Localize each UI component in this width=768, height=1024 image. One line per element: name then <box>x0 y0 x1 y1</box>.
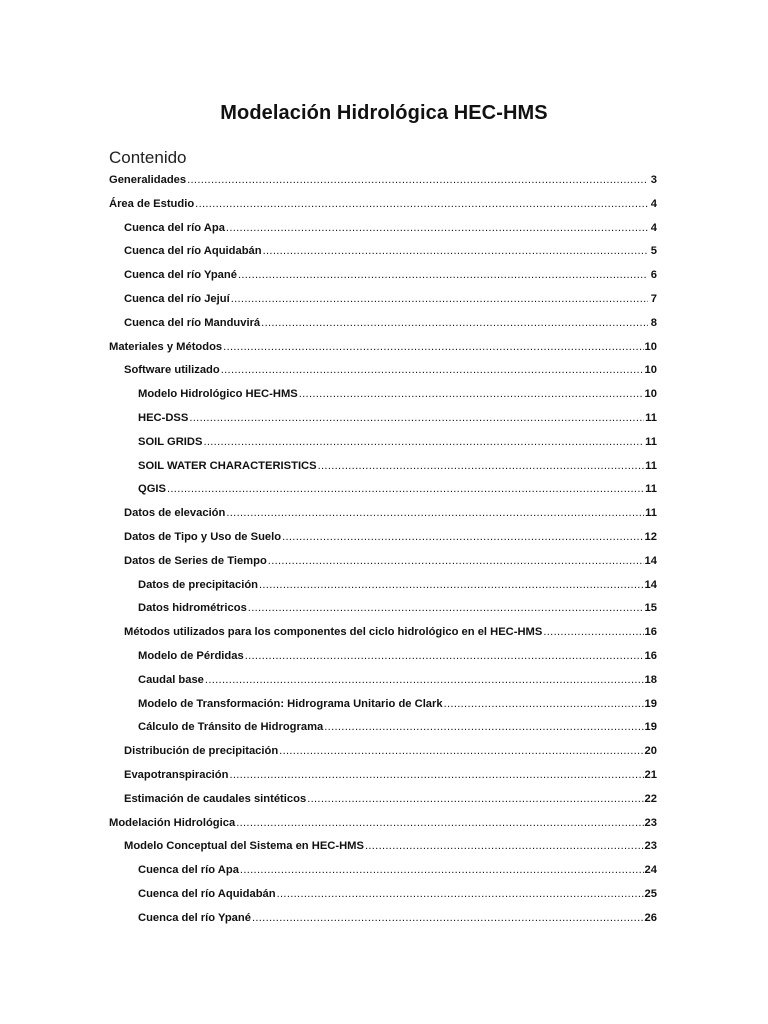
toc-entry-page-number: 10 <box>644 388 657 401</box>
toc-dot-leader <box>236 812 643 836</box>
toc-dot-leader <box>261 312 648 336</box>
toc-entry-label: Datos hidrométricos <box>138 602 247 615</box>
toc-entry[interactable] <box>109 740 657 764</box>
toc-entry-page-number: 11 <box>645 483 657 496</box>
table-of-contents <box>109 169 657 931</box>
toc-entry[interactable] <box>109 550 657 574</box>
toc-entry-label: Cuenca del río Jejuí <box>124 292 230 305</box>
toc-entry[interactable] <box>109 169 657 193</box>
toc-entry-page-number: 22 <box>644 792 657 805</box>
toc-entry[interactable] <box>109 217 657 241</box>
toc-dot-leader <box>248 597 644 621</box>
toc-entry-label: Evapotranspiración <box>124 768 229 781</box>
toc-entry[interactable] <box>109 264 657 288</box>
toc-entry-page-number: 21 <box>644 768 657 781</box>
toc-dot-leader <box>226 502 644 526</box>
toc-entry-label: SOIL WATER CHARACTERISTICS <box>138 459 317 472</box>
toc-entry-page-number: 18 <box>644 673 657 686</box>
toc-entry-label: Materiales y Métodos <box>109 340 223 353</box>
toc-entry[interactable] <box>109 359 657 383</box>
toc-entry[interactable] <box>109 336 657 360</box>
toc-entry-label: Datos de elevación <box>124 507 226 520</box>
toc-entry-label: Modelo Hidrológico HEC-HMS <box>138 388 298 401</box>
toc-entry-label: SOIL GRIDS <box>138 435 203 448</box>
toc-entry-page-number: 20 <box>644 745 657 758</box>
toc-entry-page-number: 4 <box>650 197 657 210</box>
toc-entry-label: Software utilizado <box>124 364 220 377</box>
toc-entry-page-number: 11 <box>645 459 657 472</box>
toc-entry-page-number: 26 <box>644 911 657 924</box>
toc-entry[interactable] <box>109 693 657 717</box>
toc-entry-page-number: 25 <box>644 887 657 900</box>
toc-dot-leader <box>279 740 643 764</box>
toc-entry[interactable] <box>109 907 657 931</box>
toc-entry-page-number: 6 <box>650 269 657 282</box>
toc-entry-label: Cuenca del río Apa <box>124 221 225 234</box>
toc-entry-page-number: 24 <box>644 864 657 877</box>
toc-dot-leader <box>252 907 644 931</box>
toc-entry[interactable] <box>109 859 657 883</box>
toc-entry[interactable] <box>109 669 657 693</box>
toc-entry[interactable] <box>109 788 657 812</box>
toc-entry-page-number: 19 <box>644 697 657 710</box>
toc-entry-label: Cuenca del río Aquidabán <box>124 245 262 258</box>
toc-entry-page-number: 10 <box>644 340 657 353</box>
toc-dot-leader <box>282 526 643 550</box>
toc-dot-leader <box>238 264 648 288</box>
toc-dot-leader <box>205 669 644 693</box>
toc-dot-leader <box>189 407 644 431</box>
toc-entry-label: QGIS <box>138 483 166 496</box>
toc-entry[interactable] <box>109 407 657 431</box>
toc-dot-leader <box>195 193 648 217</box>
toc-entry-label: Modelo Conceptual del Sistema en HEC-HMS <box>124 840 364 853</box>
toc-entry-page-number: 3 <box>650 174 657 186</box>
toc-dot-leader <box>229 764 643 788</box>
toc-entry[interactable] <box>109 574 657 598</box>
toc-entry-page-number: 11 <box>645 507 657 520</box>
toc-entry-page-number: 4 <box>650 221 657 234</box>
toc-dot-leader <box>268 550 644 574</box>
toc-entry-page-number: 7 <box>650 292 657 305</box>
toc-entry-label: Cuenca del río Aquidabán <box>138 887 276 900</box>
toc-dot-leader <box>543 621 643 645</box>
toc-entry-page-number: 15 <box>644 602 657 615</box>
toc-dot-leader <box>221 359 644 383</box>
toc-entry-label: Modelo de Pérdidas <box>138 649 244 662</box>
toc-entry-page-number: 8 <box>650 316 657 329</box>
toc-dot-leader <box>240 859 644 883</box>
toc-dot-leader <box>259 574 644 598</box>
toc-entry[interactable] <box>109 764 657 788</box>
toc-entry[interactable] <box>109 812 657 836</box>
toc-entry-label: Modelo de Transformación: Hidrograma Unitario de Clark <box>138 697 443 710</box>
toc-entry-label: Cuenca del río Manduvirá <box>124 316 261 329</box>
toc-entry[interactable] <box>109 193 657 217</box>
toc-entry-label: Distribución de precipitación <box>124 745 279 758</box>
toc-entry-page-number: 23 <box>644 840 657 853</box>
toc-dot-leader <box>226 217 648 241</box>
toc-dot-leader <box>277 883 644 907</box>
toc-dot-leader <box>318 455 645 479</box>
document-title: Modelación Hidrológica HEC-HMS <box>220 102 548 124</box>
toc-dot-leader <box>299 383 644 407</box>
toc-entry[interactable] <box>109 383 657 407</box>
toc-entry-label: Caudal base <box>138 673 204 686</box>
toc-dot-leader <box>223 336 643 360</box>
toc-entry-page-number: 10 <box>644 364 657 377</box>
toc-entry[interactable] <box>109 288 657 312</box>
toc-dot-leader <box>307 788 643 812</box>
toc-entry-label: Cuenca del río Ypané <box>138 911 251 924</box>
toc-dot-leader <box>324 716 643 740</box>
toc-entry-page-number: 14 <box>644 554 657 567</box>
toc-entry-page-number: 5 <box>650 245 657 258</box>
toc-entry[interactable] <box>109 312 657 336</box>
toc-entry-label: Generalidades <box>109 174 187 186</box>
toc-entry[interactable] <box>109 455 657 479</box>
toc-entry-label: Datos de Tipo y Uso de Suelo <box>124 530 282 543</box>
toc-dot-leader <box>263 240 648 264</box>
toc-entry[interactable] <box>109 431 657 455</box>
toc-entry-label: Datos de Series de Tiempo <box>124 554 267 567</box>
toc-dot-leader <box>167 478 644 502</box>
toc-dot-leader <box>231 288 648 312</box>
toc-entry[interactable] <box>109 645 657 669</box>
toc-dot-leader <box>444 693 644 717</box>
toc-entry[interactable] <box>109 621 657 645</box>
toc-entry-page-number: 12 <box>644 530 657 543</box>
toc-entry-label: Cuenca del río Ypané <box>124 269 237 282</box>
toc-entry[interactable] <box>109 478 657 502</box>
toc-entry[interactable] <box>109 835 657 859</box>
toc-dot-leader <box>365 835 644 859</box>
toc-entry[interactable] <box>109 883 657 907</box>
toc-entry-page-number: 19 <box>644 721 657 734</box>
toc-dot-leader <box>245 645 644 669</box>
toc-entry-page-number: 11 <box>645 435 657 448</box>
toc-entry-label: HEC-DSS <box>138 411 189 424</box>
toc-entry-label: Datos de precipitación <box>138 578 258 591</box>
toc-entry-label: Estimación de caudales sintéticos <box>124 792 307 805</box>
toc-entry[interactable] <box>109 597 657 621</box>
toc-entry-label: Área de Estudio <box>109 197 195 210</box>
toc-entry[interactable] <box>109 526 657 550</box>
toc-heading: Contenido <box>109 148 187 167</box>
toc-entry-label: Métodos utilizados para los componentes del ciclo hidrológico en el HEC-HMS <box>124 626 543 639</box>
toc-entry-page-number: 16 <box>644 626 657 639</box>
toc-entry-label: Cálculo de Tránsito de Hidrograma <box>138 721 324 734</box>
toc-entry-label: Modelación Hidrológica <box>109 816 236 829</box>
toc-entry[interactable] <box>109 502 657 526</box>
toc-entry-label: Cuenca del río Apa <box>138 864 239 877</box>
toc-entry-page-number: 14 <box>644 578 657 591</box>
toc-entry-page-number: 11 <box>645 411 657 424</box>
toc-dot-leader <box>187 169 648 193</box>
toc-entry[interactable] <box>109 240 657 264</box>
toc-dot-leader <box>203 431 644 455</box>
toc-entry[interactable] <box>109 716 657 740</box>
toc-entry-page-number: 23 <box>644 816 657 829</box>
toc-entry-page-number: 16 <box>644 649 657 662</box>
